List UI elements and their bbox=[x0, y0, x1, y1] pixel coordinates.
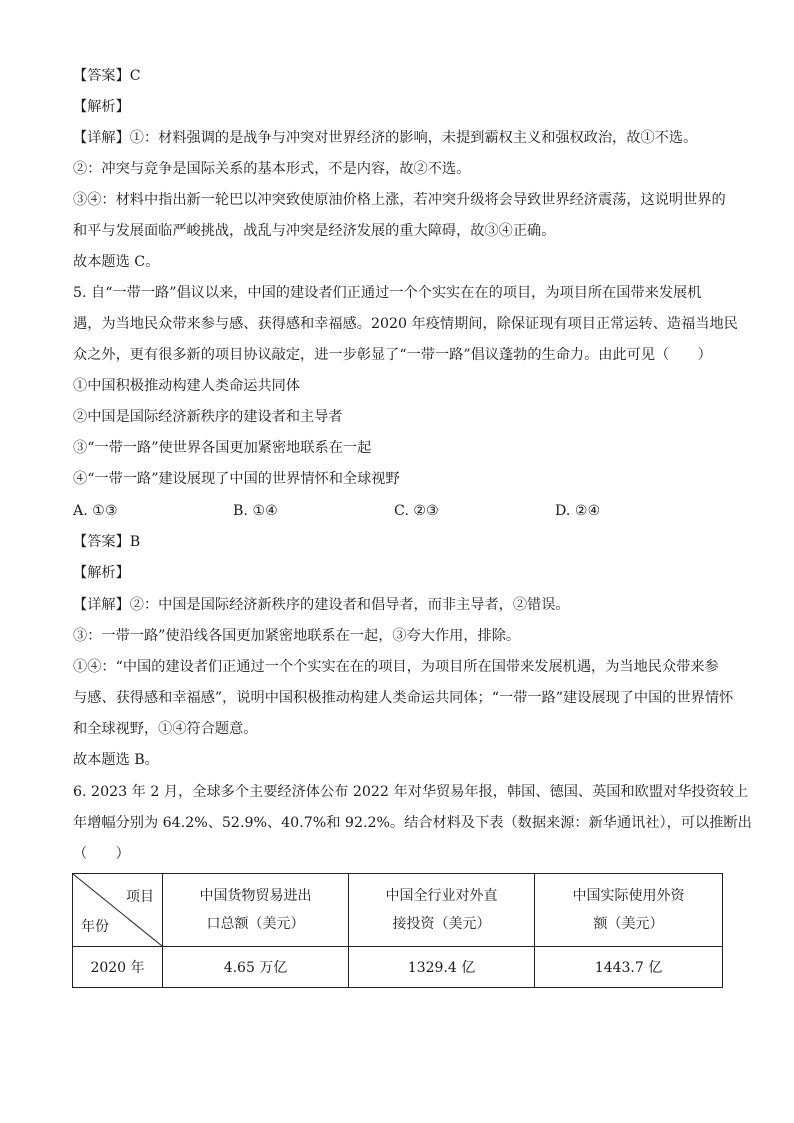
detail-line: 【详解】②：中国是国际经济新秩序的建设者和倡导者，而非主导者，②错误。 bbox=[73, 597, 570, 613]
statement-item: ①中国积极推动构建人类命运共同体 bbox=[73, 378, 301, 394]
detail-line: 与感、获得感和幸福感”，说明中国积极推动构建人类命运共同体；“一带一路”建设展现了中国的世界情怀 bbox=[73, 690, 734, 706]
table-cell: 4.65 万亿 bbox=[163, 947, 349, 988]
question-5-stem: 遇，为当地民众带来参与感、获得感和幸福感。2020 年疫情期间，除保证现有项目正常运转、造福当地民 bbox=[73, 316, 738, 332]
answer-label-q5: 【答案】B bbox=[73, 534, 141, 550]
table-header-row bbox=[73, 874, 723, 947]
statement-item: ②中国是国际经济新秩序的建设者和主导者 bbox=[73, 409, 343, 425]
corner-header-cell bbox=[73, 874, 163, 947]
corner-row-label: 年份 bbox=[81, 919, 109, 935]
column-header: 中国全行业对外直 接投资（美元） bbox=[349, 874, 535, 947]
table-row bbox=[73, 947, 723, 988]
column-header: 中国实际使用外资 额（美元） bbox=[535, 874, 723, 947]
answer-label-q4: 【答案】C bbox=[73, 68, 141, 84]
detail-line: ③：一带一路”使沿线各国更加紧密地联系在一起，③夸大作用，排除。 bbox=[73, 628, 521, 644]
detail-line: 和平与发展面临严峻挑战，战乱与冲突是经济发展的重大障碍，故③④正确。 bbox=[73, 223, 556, 239]
analysis-label-q5: 【解析】 bbox=[73, 565, 130, 581]
option-d: D. ②④ bbox=[555, 503, 601, 519]
detail-line: 【详解】①：材料强调的是战争与冲突对世界经济的影响，未提到霸权主义和强权政治，故①不选。 bbox=[73, 130, 698, 146]
analysis-label-q4: 【解析】 bbox=[73, 99, 130, 115]
statement-item: ④“一带一路”建设展现了中国的世界情怀和全球视野 bbox=[73, 471, 400, 487]
detail-line: ③④：材料中指出新一轮巴以冲突致使原油价格上涨，若冲突升级将会导致世界经济震荡，这说明世界的 bbox=[73, 192, 726, 208]
conclusion-line: 故本题选 C。 bbox=[73, 254, 160, 270]
conclusion-line: 故本题选 B。 bbox=[73, 752, 159, 768]
table-cell: 1329.4 亿 bbox=[349, 947, 535, 988]
question-6-choice-bracket: （ ） bbox=[73, 846, 130, 862]
question-6-stem: 6. 2023 年 2 月，全球多个主要经济体公布 2022 年对华贸易年报，韩国、德国、英国和欧盟对华投资较上 bbox=[73, 784, 749, 800]
table-cell-year: 2020 年 bbox=[73, 947, 163, 988]
question-5-stem: 5. 自“一带一路”倡议以来，中国的建设者们正通过一个个实实在在的项目，为项目所在国带来发展机 bbox=[73, 285, 702, 301]
option-b: B. ①④ bbox=[233, 503, 278, 519]
question-6-stem: 年增幅分别为 64.2%、52.9%、40.7%和 92.2%。结合材料及下表（数据来源：新华通讯社），可以推断出 bbox=[73, 815, 752, 831]
column-header: 中国货物贸易进出 口总额（美元） bbox=[163, 874, 349, 947]
corner-column-label: 项目 bbox=[126, 889, 154, 905]
detail-line: 和全球视野，①④符合题意。 bbox=[73, 721, 258, 737]
statement-item: ③“一带一路”使世界各国更加紧密地联系在一起 bbox=[73, 440, 372, 456]
detail-line: ②：冲突与竞争是国际关系的基本形式，不是内容，故②不选。 bbox=[73, 161, 471, 177]
detail-line: ①④：“中国的建设者们正通过一个个实实在在的项目，为项目所在国带来发展机遇，为当地民众带来参 bbox=[73, 659, 719, 675]
option-a: A. ①③ bbox=[73, 503, 118, 519]
data-table bbox=[72, 873, 723, 988]
question-5-stem: 众之外，更有很多新的项目协议敲定，进一步彰显了“一带一路”倡议蓬勃的生命力。由此可见（ ） bbox=[73, 347, 712, 363]
option-c: C. ②③ bbox=[394, 503, 439, 519]
table-cell: 1443.7 亿 bbox=[535, 947, 723, 988]
